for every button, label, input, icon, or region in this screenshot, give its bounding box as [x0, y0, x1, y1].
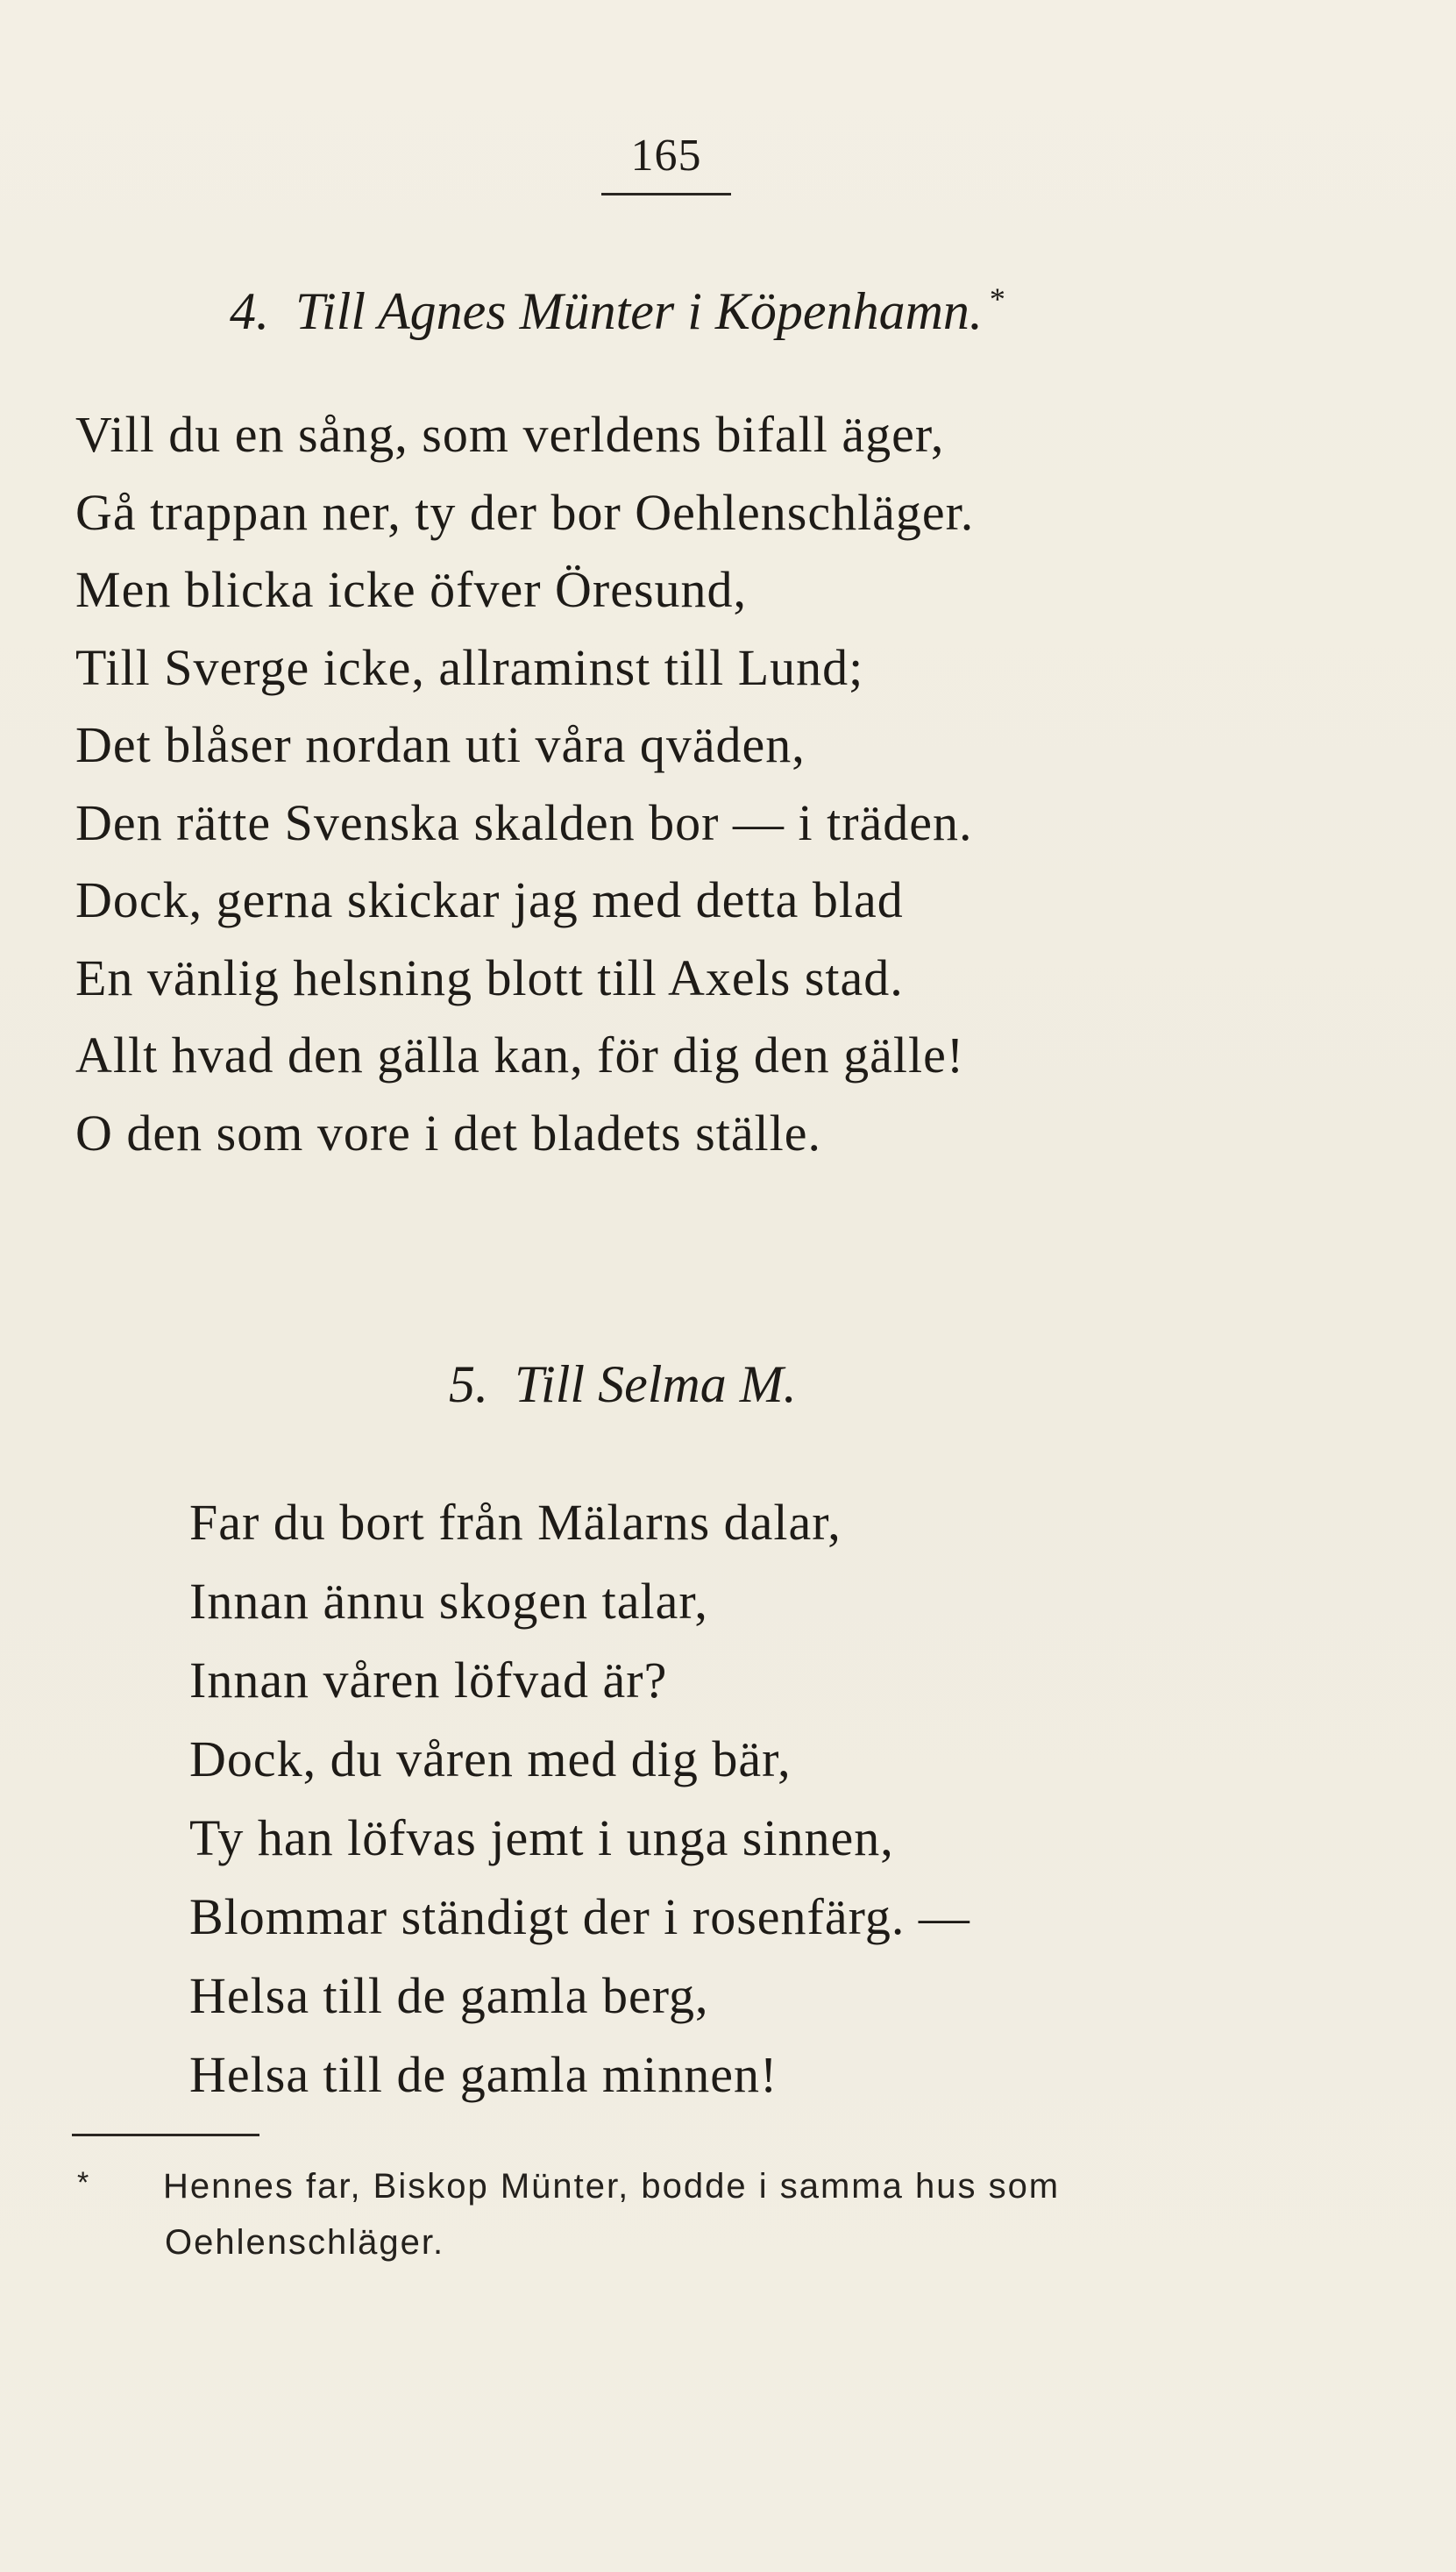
poem5-line: Dock, du våren med dig bär, — [189, 1730, 792, 1787]
footnote-line1: Hennes far, Biskop Münter, bodde i samma hus som — [163, 2167, 1061, 2206]
footnote-marker: * — [77, 2166, 91, 2199]
poem4-heading — [230, 268, 1005, 342]
poem5-line: Ty han löfvas jemt i unga sinnen, — [189, 1809, 894, 1866]
footnote-rule — [72, 2134, 259, 2136]
poem4-line: Gå trappan ner, ty der bor Oehlenschläger. — [75, 483, 975, 541]
poem5-number: 5. — [449, 1355, 488, 1413]
poem4-line: Till Sverge icke, allraminst till Lund; — [75, 638, 864, 696]
poem5-body — [189, 1483, 970, 2114]
poem5-line: Far du bort från Mälarns dalar, — [189, 1494, 842, 1551]
poem4-line: Den rätte Svenska skalden bor — i träden. — [75, 793, 973, 851]
poem4-line: Vill du en sång, som verldens bifall äger, — [75, 406, 945, 463]
page-number-rule — [601, 193, 731, 195]
poem5-line: Helsa till de gamla minnen! — [189, 2046, 778, 2103]
footnote-line2: Oehlenschläger. — [165, 2223, 445, 2262]
poem5-line: Innan ännu skogen talar, — [189, 1573, 708, 1630]
poem5-line: Innan våren löfvad är? — [189, 1652, 668, 1709]
poem4-line: Allt hvad den gälla kan, för dig den gälle! — [75, 1027, 965, 1084]
poem4-body — [75, 396, 974, 1172]
poem4-line: Dock, gerna skickar jag med detta blad — [75, 871, 904, 928]
poem5-title: Till Selma M. — [515, 1355, 797, 1413]
poem4-footnote-marker: * — [989, 281, 1005, 316]
poem4-title: Till Agnes Münter i Köpenhamn. — [295, 282, 983, 340]
footnote — [77, 2158, 1254, 2270]
poem5-line: Helsa till de gamla berg, — [189, 1967, 709, 2024]
poem5-line: Blommar ständigt der i rosenfärg. — — [189, 1888, 970, 1945]
page-number: 165 — [630, 131, 702, 181]
poem4-line: O den som vore i det bladets ställe. — [75, 1104, 822, 1162]
poem4-line: En vänlig helsning blott till Axels stad. — [75, 949, 904, 1006]
poem4-number: 4. — [230, 282, 269, 340]
poem4-line: Det blåser nordan uti våra qväden, — [75, 716, 806, 773]
poem4-line: Men blicka icke öfver Öresund, — [75, 561, 748, 618]
poem5-heading — [449, 1353, 797, 1415]
